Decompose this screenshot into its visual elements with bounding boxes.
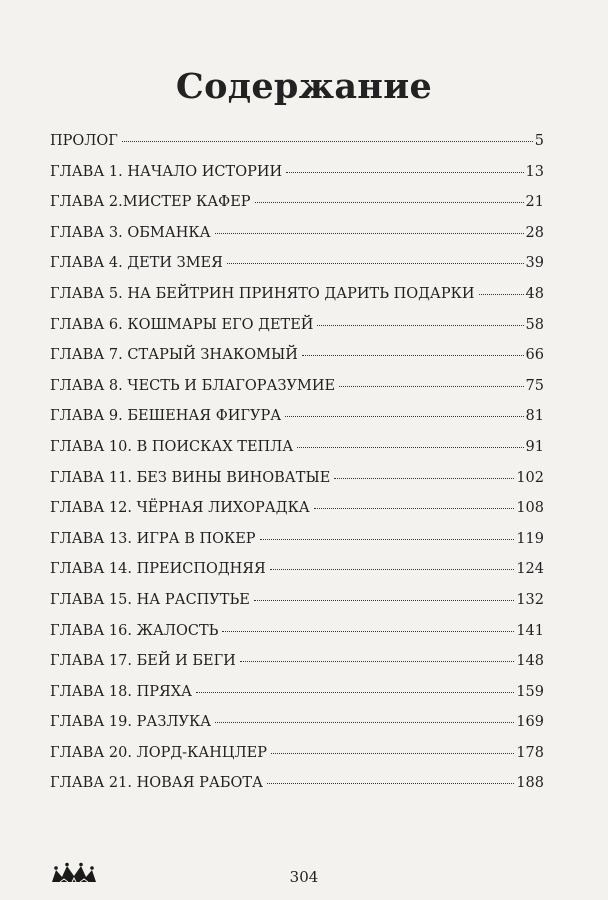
toc-entry bbox=[50, 225, 544, 256]
toc-entry bbox=[50, 317, 544, 348]
toc-entry-label: ГЛАВА 15. НА РАСПУТЬЕ bbox=[50, 591, 250, 608]
toc-entry bbox=[50, 164, 544, 195]
dot-leader bbox=[260, 539, 515, 540]
toc-entry-page: 58 bbox=[525, 316, 544, 333]
toc-entry-label: ГЛАВА 14. ПРЕИСПОДНЯЯ bbox=[50, 561, 266, 578]
toc-entry-label: ГЛАВА 21. НОВАЯ РАБОТА bbox=[50, 775, 264, 792]
toc-entry-page: 13 bbox=[525, 163, 544, 180]
toc-entry-label: ГЛАВА 17. БЕЙ И БЕГИ bbox=[50, 653, 236, 670]
dot-leader bbox=[196, 692, 514, 693]
page-title: Содержание bbox=[175, 66, 433, 107]
page-number: 304 bbox=[289, 868, 319, 886]
toc-entry bbox=[50, 408, 544, 439]
toc-entry-label: ГЛАВА 13. ИГРА В ПОКЕР bbox=[50, 530, 256, 547]
toc-entry bbox=[50, 500, 544, 531]
dot-leader bbox=[302, 355, 524, 356]
toc-entry bbox=[50, 133, 544, 164]
dot-leader bbox=[215, 722, 514, 723]
dot-leader bbox=[222, 631, 514, 632]
dot-leader bbox=[339, 386, 523, 387]
toc-entry bbox=[50, 745, 544, 776]
toc-entry bbox=[50, 286, 544, 317]
toc-entry bbox=[50, 347, 544, 378]
dot-leader bbox=[255, 202, 524, 203]
toc-entry bbox=[50, 561, 544, 592]
toc-entry-page: 141 bbox=[516, 622, 544, 639]
dot-leader bbox=[271, 753, 514, 754]
toc-entry-page: 91 bbox=[525, 438, 544, 455]
toc-entry bbox=[50, 194, 544, 225]
dot-leader bbox=[297, 447, 523, 448]
dot-leader bbox=[317, 325, 523, 326]
toc-entry-label: ГЛАВА 18. ПРЯХА bbox=[50, 683, 193, 700]
toc-entry-page: 21 bbox=[525, 194, 544, 211]
toc-entry-label: ГЛАВА 5. НА БЕЙТРИН ПРИНЯТО ДАРИТЬ ПОДАРКИ bbox=[50, 285, 475, 302]
table-of-contents bbox=[50, 133, 544, 806]
toc-entry bbox=[50, 592, 544, 623]
toc-entry-page: 102 bbox=[516, 469, 544, 486]
toc-entry-page: 178 bbox=[516, 744, 544, 761]
dot-leader bbox=[286, 172, 523, 173]
dot-leader bbox=[215, 233, 524, 234]
dot-leader bbox=[314, 508, 515, 509]
toc-entry bbox=[50, 623, 544, 654]
toc-entry-label: ГЛАВА 19. РАЗЛУКА bbox=[50, 714, 212, 731]
toc-entry bbox=[50, 684, 544, 715]
toc-entry bbox=[50, 439, 544, 470]
toc-entry-page: 48 bbox=[525, 285, 544, 302]
toc-entry-page: 75 bbox=[525, 377, 544, 394]
dot-leader bbox=[122, 141, 533, 142]
toc-entry bbox=[50, 378, 544, 409]
toc-entry-page: 81 bbox=[525, 408, 544, 425]
toc-entry-page: 124 bbox=[516, 561, 544, 578]
toc-entry-label: ГЛАВА 20. ЛОРД-КАНЦЛЕР bbox=[50, 744, 267, 761]
toc-entry-page: 119 bbox=[516, 530, 544, 547]
toc-entry bbox=[50, 470, 544, 501]
dot-leader bbox=[240, 661, 514, 662]
dot-leader bbox=[334, 478, 514, 479]
toc-entry-label: ГЛАВА 11. БЕЗ ВИНЫ ВИНОВАТЫЕ bbox=[50, 469, 331, 486]
toc-entry-label: ГЛАВА 1. НАЧАЛО ИСТОРИИ bbox=[50, 163, 283, 180]
toc-entry-label: ПРОЛОГ bbox=[50, 133, 118, 149]
toc-entry-label: ГЛАВА 9. БЕШЕНАЯ ФИГУРА bbox=[50, 408, 282, 425]
toc-entry-page: 148 bbox=[516, 653, 544, 670]
toc-entry-page: 66 bbox=[525, 347, 544, 364]
toc-entry-label: ГЛАВА 3. ОБМАНКА bbox=[50, 224, 211, 241]
toc-entry-label: ГЛАВА 4. ДЕТИ ЗМЕЯ bbox=[50, 255, 223, 272]
toc-entry-page: 132 bbox=[516, 591, 544, 608]
toc-entry bbox=[50, 714, 544, 745]
dot-leader bbox=[479, 294, 524, 295]
toc-entry-page: 39 bbox=[525, 255, 544, 272]
dot-leader bbox=[227, 263, 524, 264]
toc-entry-page: 28 bbox=[525, 224, 544, 241]
toc-entry-page: 5 bbox=[534, 133, 544, 149]
dot-leader bbox=[270, 569, 515, 570]
toc-entry-label: ГЛАВА 10. В ПОИСКАХ ТЕПЛА bbox=[50, 438, 294, 455]
dot-leader bbox=[267, 783, 514, 784]
dot-leader bbox=[254, 600, 514, 601]
toc-entry-label: ГЛАВА 2.МИСТЕР КАФЕР bbox=[50, 194, 251, 211]
toc-entry-label: ГЛАВА 7. СТАРЫЙ ЗНАКОМЫЙ bbox=[50, 347, 298, 364]
toc-entry-label: ГЛАВА 12. ЧЁРНАЯ ЛИХОРАДКА bbox=[50, 500, 310, 517]
dot-leader bbox=[285, 416, 523, 417]
toc-entry-page: 188 bbox=[516, 775, 544, 792]
toc-entry-label: ГЛАВА 6. КОШМАРЫ ЕГО ДЕТЕЙ bbox=[50, 316, 314, 333]
toc-entry-page: 159 bbox=[516, 683, 544, 700]
toc-entry bbox=[50, 255, 544, 286]
toc-entry bbox=[50, 775, 544, 806]
toc-entry-label: ГЛАВА 8. ЧЕСТЬ И БЛАГОРАЗУМИЕ bbox=[50, 377, 336, 394]
toc-entry bbox=[50, 653, 544, 684]
toc-entry-page: 169 bbox=[516, 714, 544, 731]
toc-entry-label: ГЛАВА 16. ЖАЛОСТЬ bbox=[50, 622, 219, 639]
toc-entry bbox=[50, 531, 544, 562]
toc-entry-page: 108 bbox=[516, 500, 544, 517]
